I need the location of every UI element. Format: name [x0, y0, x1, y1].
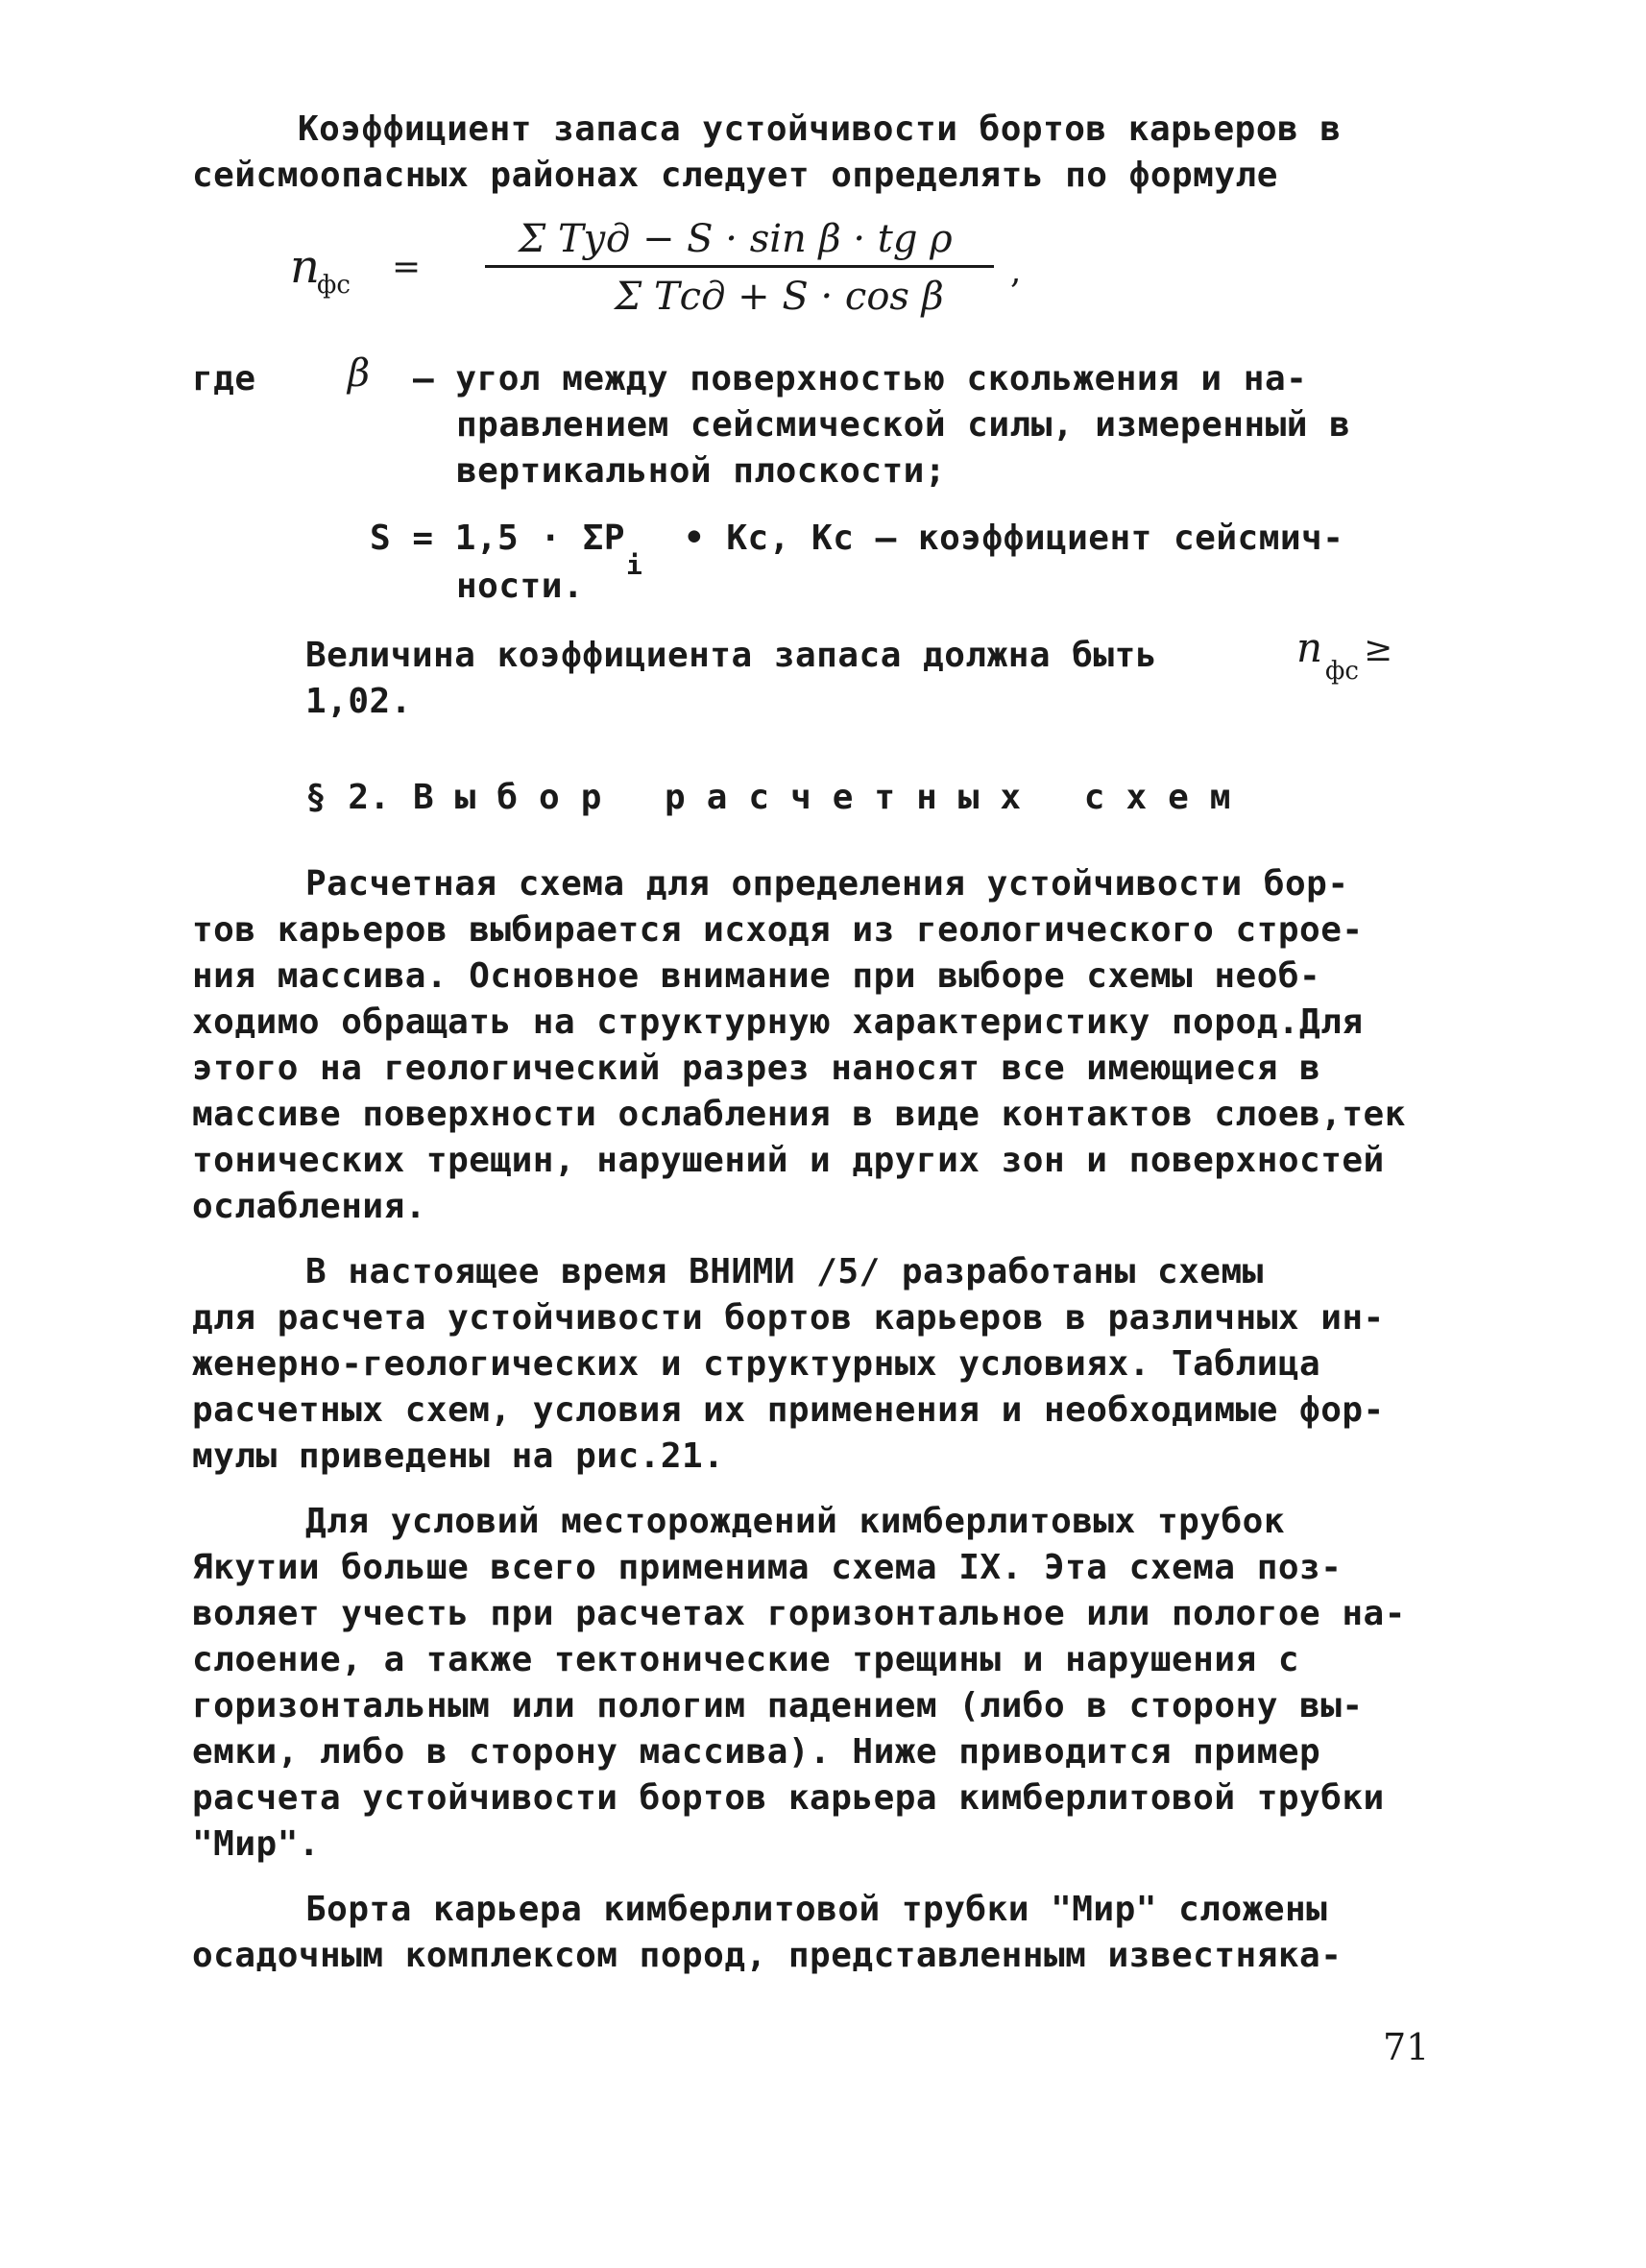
paragraph-1-line-1: Расчетная схема для определения устойчивости бор- [305, 864, 1349, 904]
paragraph-1-line-3: ния массива. Основное внимание при выборе схемы необ- [192, 956, 1321, 996]
paragraph-4-line-2: осадочным комплексом пород, представленным известняка- [192, 1936, 1343, 1975]
intro-line-2: сейсмоопасных районах следует определять по формуле [192, 156, 1278, 195]
paragraph-1-line-6: массиве поверхности ослабления в виде контактов слоев,тек [192, 1095, 1406, 1134]
formula-equals: = [392, 248, 422, 287]
limit-sign: ≥ [1364, 630, 1393, 669]
paragraph-4-line-1: Борта карьера кимберлитовой трубки "Мир" сложены [305, 1890, 1328, 1929]
fraction-bar [485, 265, 994, 268]
s-definition-right: • Кс, Кс – коэффициент сейсмич- [684, 519, 1344, 558]
paragraph-2-line-1: В настоящее время ВНИМИ /5/ разработаны схемы [305, 1252, 1264, 1291]
where-label: где [192, 359, 256, 398]
intro-line-1: Коэффициент запаса устойчивости бортов карьеров в [298, 109, 1342, 149]
paragraph-1-line-5: этого на геологический разрез наносят все имеющиеся в [192, 1049, 1321, 1088]
limit-symbol: n [1296, 624, 1323, 671]
paragraph-3-line-7: расчета устойчивости бортов карьера кимберлитовой трубки [192, 1778, 1385, 1818]
paragraph-1-line-4: ходимо обращать на структурную характеристику пород.Для [192, 1002, 1364, 1042]
paragraph-3-line-6: емки, либо в сторону массива). Ниже приводится пример [192, 1732, 1321, 1772]
paragraph-2-line-5: мулы приведены на рис.21. [192, 1436, 725, 1476]
formula-numerator: Σ Tуд − S · sin β · tg ρ [519, 217, 953, 261]
paragraph-3-line-2: Якутии больше всего применима схема IX. Эта схема поз- [192, 1548, 1343, 1587]
limit-text: Величина коэффициента запаса должна быть [305, 636, 1157, 675]
paragraph-2-line-4: расчетных схем, условия их применения и необходимые фор- [192, 1390, 1385, 1430]
section-number: § 2. [305, 778, 391, 817]
formula-lhs-subscript: фс [317, 271, 351, 300]
paragraph-2-line-3: женерно-геологических и структурных условиях. Таблица [192, 1344, 1321, 1384]
s-definition-line-2: ности. [456, 567, 585, 606]
paragraph-3-line-4: слоение, а также тектонические трещины и нарушения с [192, 1640, 1300, 1679]
s-definition-left: S = 1,5 · ΣP [370, 519, 626, 558]
beta-definition-line-2: правлением сейсмической силы, измеренный в [456, 405, 1351, 445]
s-definition-subscript: i [626, 549, 643, 581]
beta-definition-line-3: вертикальной плоскости; [456, 451, 946, 491]
paragraph-1-line-8: ослабления. [192, 1187, 426, 1226]
paragraph-3-line-5: горизонтальным или пологим падением (либо в сторону вы- [192, 1686, 1364, 1725]
formula-lhs: n [290, 240, 320, 294]
formula-comma: , [1010, 252, 1022, 291]
paragraph-3-line-3: воляет учесть при расчетах горизонтальное или пологое на- [192, 1594, 1406, 1633]
paragraph-2-line-2: для расчета устойчивости бортов карьеров в различных ин- [192, 1298, 1385, 1338]
beta-symbol: β [348, 351, 371, 396]
limit-value: 1,02. [305, 682, 412, 721]
formula-denominator: Σ Tсд + S · cos β [615, 275, 944, 319]
section-title: Выбор расчетных схем [413, 778, 1252, 817]
limit-symbol-subscript: фс [1325, 657, 1359, 686]
paragraph-3-line-8: "Мир". [192, 1824, 321, 1864]
paragraph-3-line-1: Для условий месторождений кимберлитовых трубок [305, 1502, 1285, 1541]
page-number: 71 [1383, 2026, 1430, 2068]
paragraph-1-line-2: тов карьеров выбирается исходя из геологического строе- [192, 910, 1364, 950]
beta-definition-line-1: – угол между поверхностью скольжения и на- [413, 359, 1308, 398]
paragraph-1-line-7: тонических трещин, нарушений и других зон и поверхностей [192, 1141, 1385, 1180]
